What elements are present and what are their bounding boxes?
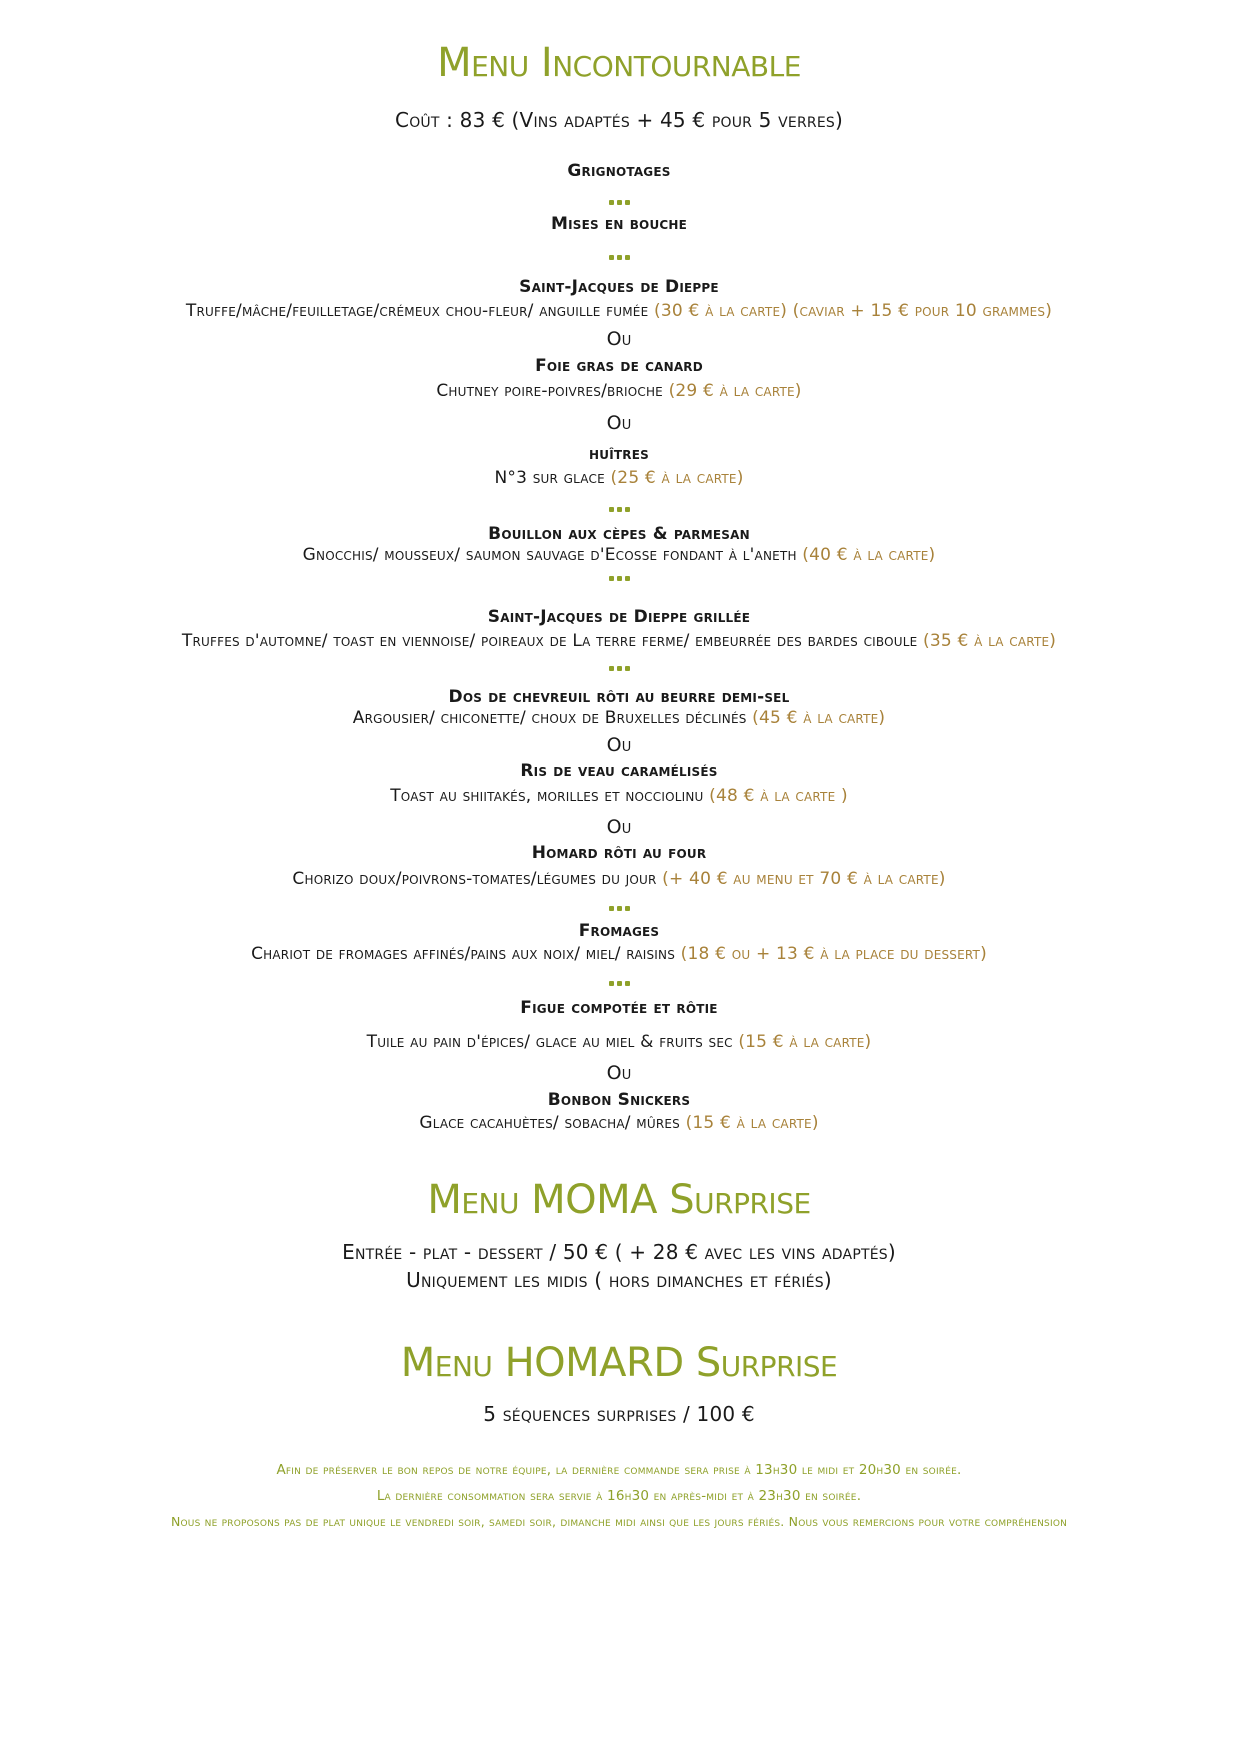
- course-heading: Bouillon aux cèpes & parmesan: [488, 524, 750, 544]
- or-separator: Ou: [606, 734, 632, 756]
- course-description: Chariot de fromages affinés/pains aux noix/ miel/ raisins (18 € ou + 13 € à la place du dessert): [251, 944, 987, 964]
- course-heading: Foie gras de canard: [535, 356, 703, 376]
- separator-dots: [40, 896, 1198, 902]
- menu-moma-line: Uniquement les midis ( hors dimanches et fériés): [406, 1268, 832, 1292]
- course-price: (45 € à la carte): [752, 708, 886, 728]
- course-description: Glace cacahuètes/ sobacha/ mûres (15 € à la carte): [419, 1113, 819, 1133]
- course-description: Chorizo doux/poivrons-tomates/légumes du jour (+ 40 € au menu et 70 € à la carte): [292, 869, 946, 889]
- course-price: (15 € à la carte): [685, 1113, 819, 1133]
- course-description: Truffe/mâche/feuilletage/crémeux chou-fleur/ anguille fumée (30 € à la carte) (caviar + 15 € pour 10 grammes): [185, 301, 1053, 321]
- course-heading: Saint-Jacques de Dieppe grillée: [487, 607, 751, 627]
- course-heading: Fromages: [578, 921, 660, 941]
- separator-dots: [40, 566, 1198, 572]
- footer-note: Afin de préserver le bon repos de notre équipe, la dernière commande sera prise à 13h30 le midi et 20h30 en soirée.: [276, 1462, 962, 1478]
- course-price: (25 € à la carte): [610, 468, 744, 488]
- course-heading: Grignotages: [567, 161, 671, 181]
- or-separator: Ou: [606, 816, 632, 838]
- course-description: Truffes d'automne/ toast en viennoise/ poireaux de La terre ferme/ embeurrée des bardes ciboule (35 € à la carte): [181, 631, 1057, 651]
- menu-moma-line: Entrée - plat - dessert / 50 € ( + 28 € avec les vins adaptés): [342, 1240, 896, 1264]
- course-heading: Dos de chevreuil rôti au beurre demi-sel: [448, 687, 790, 707]
- course-heading: Ris de veau caramélisés: [520, 761, 718, 781]
- course-description: Gnocchis/ mousseux/ saumon sauvage d'Ecosse fondant à l'aneth (40 € à la carte): [302, 545, 936, 565]
- course-price: (35 € à la carte): [923, 631, 1057, 651]
- footer-note: Nous ne proposons pas de plat unique le vendredi soir, samedi soir, dimanche midi ainsi que les jours fériés. Nous vous remercions pour votre compréhension: [170, 1514, 1068, 1529]
- menu-homard-line: 5 séquences surprises / 100 €: [483, 1402, 755, 1426]
- menu-moma-title: Menu MOMA Surprise: [427, 1177, 811, 1223]
- course-price: (15 € à la carte): [738, 1032, 872, 1052]
- menu-homard-title: Menu HOMARD Surprise: [400, 1340, 838, 1386]
- course-description: Chutney poire-poivres/brioche (29 € à la carte): [436, 381, 802, 401]
- course-price: (18 € ou + 13 € à la place du dessert): [680, 944, 987, 964]
- course-description: N°3 sur glace (25 € à la carte): [494, 468, 744, 488]
- course-price: (40 € à la carte): [802, 545, 936, 565]
- course-heading: Homard rôti au four: [531, 843, 707, 863]
- separator-dots: [40, 971, 1198, 977]
- or-separator: Ou: [606, 412, 632, 434]
- course-heading: Figue compotée et rôtie: [520, 998, 718, 1018]
- course-price: (+ 40 € au menu et 70 € à la carte): [662, 869, 946, 889]
- menu-incontournable-cost: Coût : 83 € (Vins adaptés + 45 € pour 5 verres): [395, 108, 843, 132]
- separator-dots: [40, 497, 1198, 503]
- course-heading: Bonbon Snickers: [547, 1090, 691, 1110]
- menu-incontournable-title: Menu Incontournable: [437, 40, 801, 86]
- course-description: Argousier/ chiconette/ choux de Bruxelles déclinés (45 € à la carte): [352, 708, 886, 728]
- or-separator: Ou: [606, 328, 632, 350]
- course-heading: huîtres: [589, 444, 649, 464]
- separator-dots: [40, 190, 1198, 196]
- separator-dots: [40, 656, 1198, 662]
- course-description: Toast au shiitakés, morilles et nocciolinu (48 € à la carte ): [390, 786, 848, 806]
- separator-dots: [40, 245, 1198, 251]
- course-heading: Saint-Jacques de Dieppe: [519, 277, 719, 297]
- course-description: Tuile au pain d'épices/ glace au miel & fruits sec (15 € à la carte): [366, 1032, 872, 1052]
- footer-note: La dernière consommation sera servie à 16h30 en après-midi et à 23h30 en soirée.: [376, 1488, 862, 1504]
- course-price: (48 € à la carte ): [709, 786, 848, 806]
- or-separator: Ou: [606, 1062, 632, 1084]
- course-price: (29 € à la carte): [668, 381, 802, 401]
- course-heading: Mises en bouche: [550, 214, 688, 234]
- course-price: (30 € à la carte) (caviar + 15 € pour 10 grammes): [653, 301, 1053, 321]
